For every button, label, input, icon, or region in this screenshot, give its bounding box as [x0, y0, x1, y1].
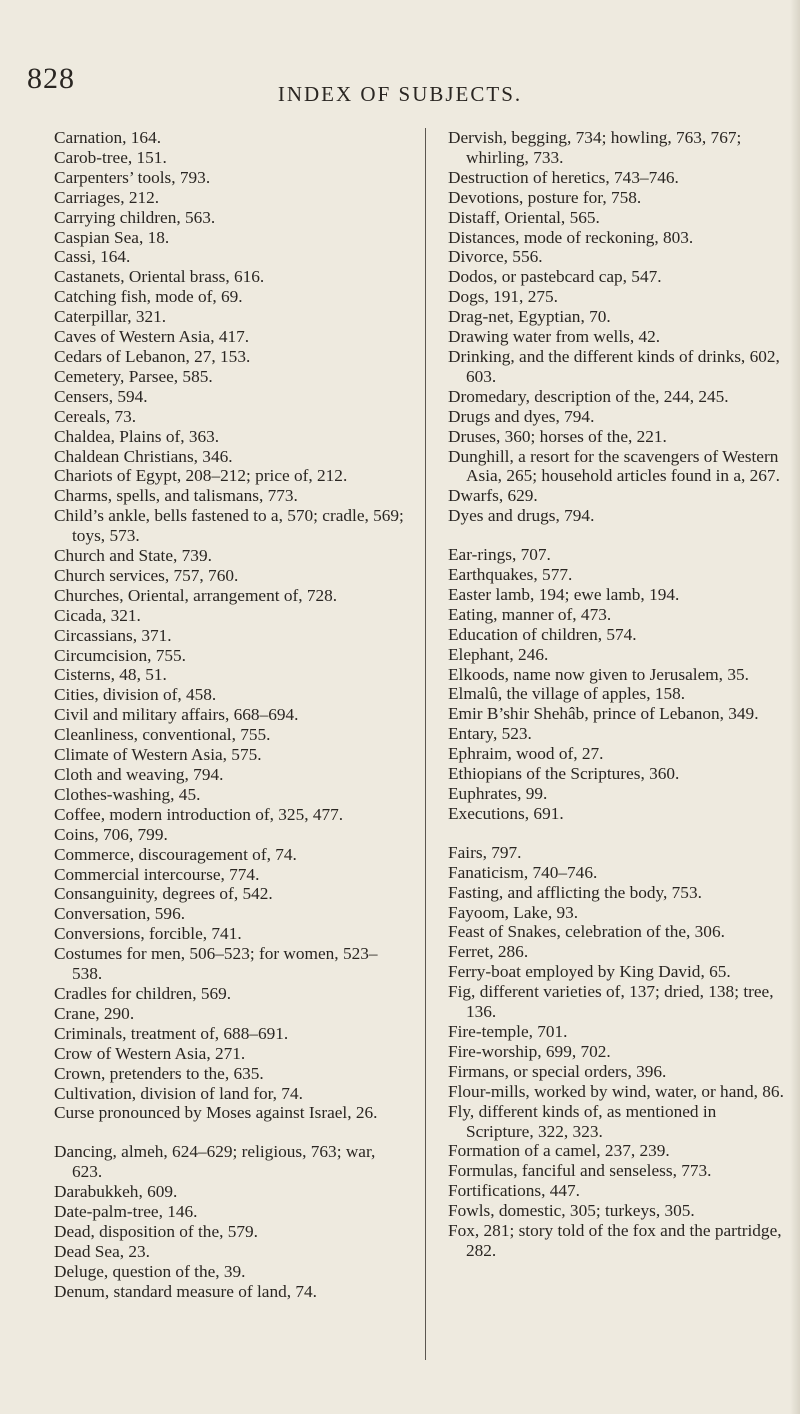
index-entry: Cedars of Lebanon, 27, 153.: [54, 346, 251, 366]
index-entry: Carriages, 212.: [54, 187, 160, 207]
index-entry: Flour-mills, worked by wind, water, or hand, 86.: [448, 1081, 784, 1101]
index-entry: Cicada, 321.: [54, 605, 141, 625]
index-entry: Crown, pretenders to the, 635.: [54, 1063, 264, 1083]
index-entry: Denum, standard measure of land, 74.: [54, 1281, 317, 1301]
index-entry: Cultivation, division of land for, 74.: [54, 1083, 303, 1103]
index-entry: Consanguinity, degrees of, 542.: [54, 884, 273, 904]
index-entry: Fortifications, 447.: [448, 1181, 580, 1201]
index-entry: Dead Sea, 23.: [54, 1241, 150, 1261]
index-entry: Cemetery, Parsee, 585.: [54, 366, 213, 386]
index-entry: Ferry-boat employed by King David, 65.: [448, 962, 731, 982]
index-entry: Fayoom, Lake, 93.: [448, 902, 579, 922]
index-entry: Entary, 523.: [448, 724, 532, 744]
page-edge-shade: [790, 0, 800, 1414]
index-entry: Fox, 281; story told of the fox and the partridge, 282.: [448, 1221, 782, 1260]
index-entry: Ephraim, wood of, 27.: [448, 744, 604, 764]
index-entry: Clothes-washing, 45.: [54, 784, 201, 804]
index-entry: Cassi, 164.: [54, 247, 131, 267]
letter-group: [448, 545, 788, 824]
index-entry: Church services, 757, 760.: [54, 565, 239, 585]
letter-group: [448, 128, 788, 526]
index-entry: Cradles for children, 569.: [54, 983, 232, 1003]
index-entry: Dead, disposition of the, 579.: [54, 1221, 258, 1241]
index-entry: Chariots of Egypt, 208–212; price of, 212.: [54, 466, 348, 486]
index-entry: Devotions, posture for, 758.: [448, 187, 642, 207]
index-entry: Child’s ankle, bells fastened to a, 570; cradle, 569; toys, 573.: [54, 506, 404, 546]
index-entry: Circumcision, 755.: [54, 645, 186, 665]
letter-group: [448, 843, 788, 1261]
index-entry: Fanaticism, 740–746.: [448, 862, 598, 882]
index-entry: Feast of Snakes, celebration of the, 306.: [448, 922, 725, 942]
letter-group: [54, 1142, 406, 1301]
index-entry: Fasting, and afflicting the body, 753.: [448, 882, 702, 902]
index-entry: Dromedary, description of the, 244, 245.: [448, 386, 729, 406]
index-entry: Distances, mode of reckoning, 803.: [448, 227, 694, 247]
index-entry: Emir B’shir Shehâb, prince of Lebanon, 349.: [448, 704, 759, 724]
index-entry: Dunghill, a resort for the scavengers of Western Asia, 265; household articles found in a, 267.: [448, 446, 780, 486]
index-entry: Elephant, 246.: [448, 644, 549, 664]
index-entry: Church and State, 739.: [54, 546, 212, 566]
index-entry: Elkoods, name now given to Jerusalem, 35.: [448, 664, 749, 684]
index-entry: Dodos, or pastebcard cap, 547.: [448, 267, 662, 287]
index-entry: Caterpillar, 321.: [54, 307, 167, 327]
index-entry: Firmans, or special orders, 396.: [448, 1061, 667, 1081]
index-entry: Censers, 594.: [54, 386, 148, 406]
index-entry: Dyes and drugs, 794.: [448, 506, 595, 526]
index-entry: Executions, 691.: [448, 803, 564, 823]
index-entry: Fowls, domestic, 305; turkeys, 305.: [448, 1201, 695, 1221]
index-entry: Distaff, Oriental, 565.: [448, 207, 600, 227]
index-entry: Fig, different varieties of, 137; dried, 138; tree, 136.: [448, 982, 774, 1022]
index-entry: Costumes for men, 506–523; for women, 523–538.: [54, 944, 378, 984]
letter-group: [54, 128, 406, 1123]
index-entry: Crow of Western Asia, 271.: [54, 1043, 246, 1063]
page-number: 828: [27, 62, 75, 95]
index-entry: Coffee, modern introduction of, 325, 477.: [54, 804, 344, 824]
index-entry: Deluge, question of the, 39.: [54, 1261, 246, 1281]
index-entry: Darabukkeh, 609.: [54, 1182, 178, 1202]
index-entry: Elmalû, the village of apples, 158.: [448, 684, 686, 704]
index-entry: Fly, different kinds of, as mentioned in Scripture, 322, 323.: [448, 1101, 717, 1141]
index-entry: Coins, 706, 799.: [54, 824, 168, 844]
index-entry: Dwarfs, 629.: [448, 486, 538, 506]
index-entry: Charms, spells, and talismans, 773.: [54, 486, 298, 506]
index-entry: Commercial intercourse, 774.: [54, 864, 260, 884]
index-entry: Dancing, almeh, 624–629; religious, 763; war, 623.: [54, 1142, 376, 1182]
index-entry: Criminals, treatment of, 688–691.: [54, 1023, 289, 1043]
index-entry: Education of children, 574.: [448, 624, 637, 644]
index-entry: Circassians, 371.: [54, 625, 172, 645]
index-entry: Cities, division of, 458.: [54, 685, 217, 705]
index-entry: Cereals, 73.: [54, 406, 137, 426]
index-entry: Caspian Sea, 18.: [54, 227, 170, 247]
index-entry: Cloth and weaving, 794.: [54, 765, 224, 784]
index-entry: Catching fish, mode of, 69.: [54, 287, 243, 307]
index-entry: Destruction of heretics, 743–746.: [448, 167, 679, 187]
index-entry: Druses, 360; horses of the, 221.: [448, 426, 667, 446]
index-column-right: [448, 128, 788, 1261]
index-entry: Divorce, 556.: [448, 247, 543, 267]
index-entry: Dogs, 191, 275.: [448, 287, 558, 307]
index-entry: Climate of Western Asia, 575.: [54, 745, 262, 765]
index-entry: Fire-worship, 699, 702.: [448, 1041, 611, 1061]
column-divider: [425, 128, 426, 1360]
index-entry: Dervish, begging, 734; howling, 763, 767; whirling, 733.: [448, 128, 742, 167]
index-entry: Drugs and dyes, 794.: [448, 406, 595, 426]
index-entry: Ferret, 286.: [448, 942, 529, 962]
index-entry: Drinking, and the different kinds of drinks, 602, 603.: [448, 346, 780, 386]
index-entry: Ethiopians of the Scriptures, 360.: [448, 764, 680, 784]
index-entry: Eating, manner of, 473.: [448, 604, 612, 624]
index-entry: Conversation, 596.: [54, 904, 186, 924]
index-entry: Fairs, 797.: [448, 842, 522, 862]
index-entry: Caves of Western Asia, 417.: [54, 327, 250, 347]
index-entry: Churches, Oriental, arrangement of, 728.: [54, 585, 338, 605]
index-entry: Castanets, Oriental brass, 616.: [54, 267, 265, 287]
index-entry: Conversions, forcible, 741.: [54, 924, 242, 944]
index-entry: Drawing water from wells, 42.: [448, 327, 661, 347]
index-entry: Carpenters’ tools, 793.: [54, 167, 211, 187]
index-entry: Date-palm-tree, 146.: [54, 1202, 198, 1222]
index-entry: Carrying children, 563.: [54, 207, 216, 227]
index-entry: Chaldea, Plains of, 363.: [54, 426, 220, 446]
index-entry: Commerce, discouragement of, 74.: [54, 844, 297, 864]
index-entry: Easter lamb, 194; ewe lamb, 194.: [448, 584, 680, 604]
index-entry: Chaldean Christians, 346.: [54, 446, 233, 466]
index-entry: Carob-tree, 151.: [54, 147, 167, 167]
index-entry: Curse pronounced by Moses against Israel, 26.: [54, 1103, 378, 1123]
index-entry: Euphrates, 99.: [448, 784, 548, 803]
index-entry: Crane, 290.: [54, 1003, 135, 1023]
index-entry: Formulas, fanciful and senseless, 773.: [448, 1161, 712, 1181]
index-entry: Cleanliness, conventional, 755.: [54, 725, 271, 745]
index-entry: Ear-rings, 707.: [448, 545, 551, 565]
running-head: INDEX OF SUBJECTS.: [277, 82, 523, 106]
index-column-left: [54, 128, 406, 1302]
index-entry: Formation of a camel, 237, 239.: [448, 1141, 670, 1161]
index-entry: Civil and military affairs, 668–694.: [54, 705, 299, 725]
index-entry: Earthquakes, 577.: [448, 565, 573, 585]
index-entry: Carnation, 164.: [54, 128, 162, 147]
index-entry: Fire-temple, 701.: [448, 1021, 568, 1041]
index-entry: Cisterns, 48, 51.: [54, 665, 167, 685]
index-entry: Drag-net, Egyptian, 70.: [448, 307, 611, 327]
